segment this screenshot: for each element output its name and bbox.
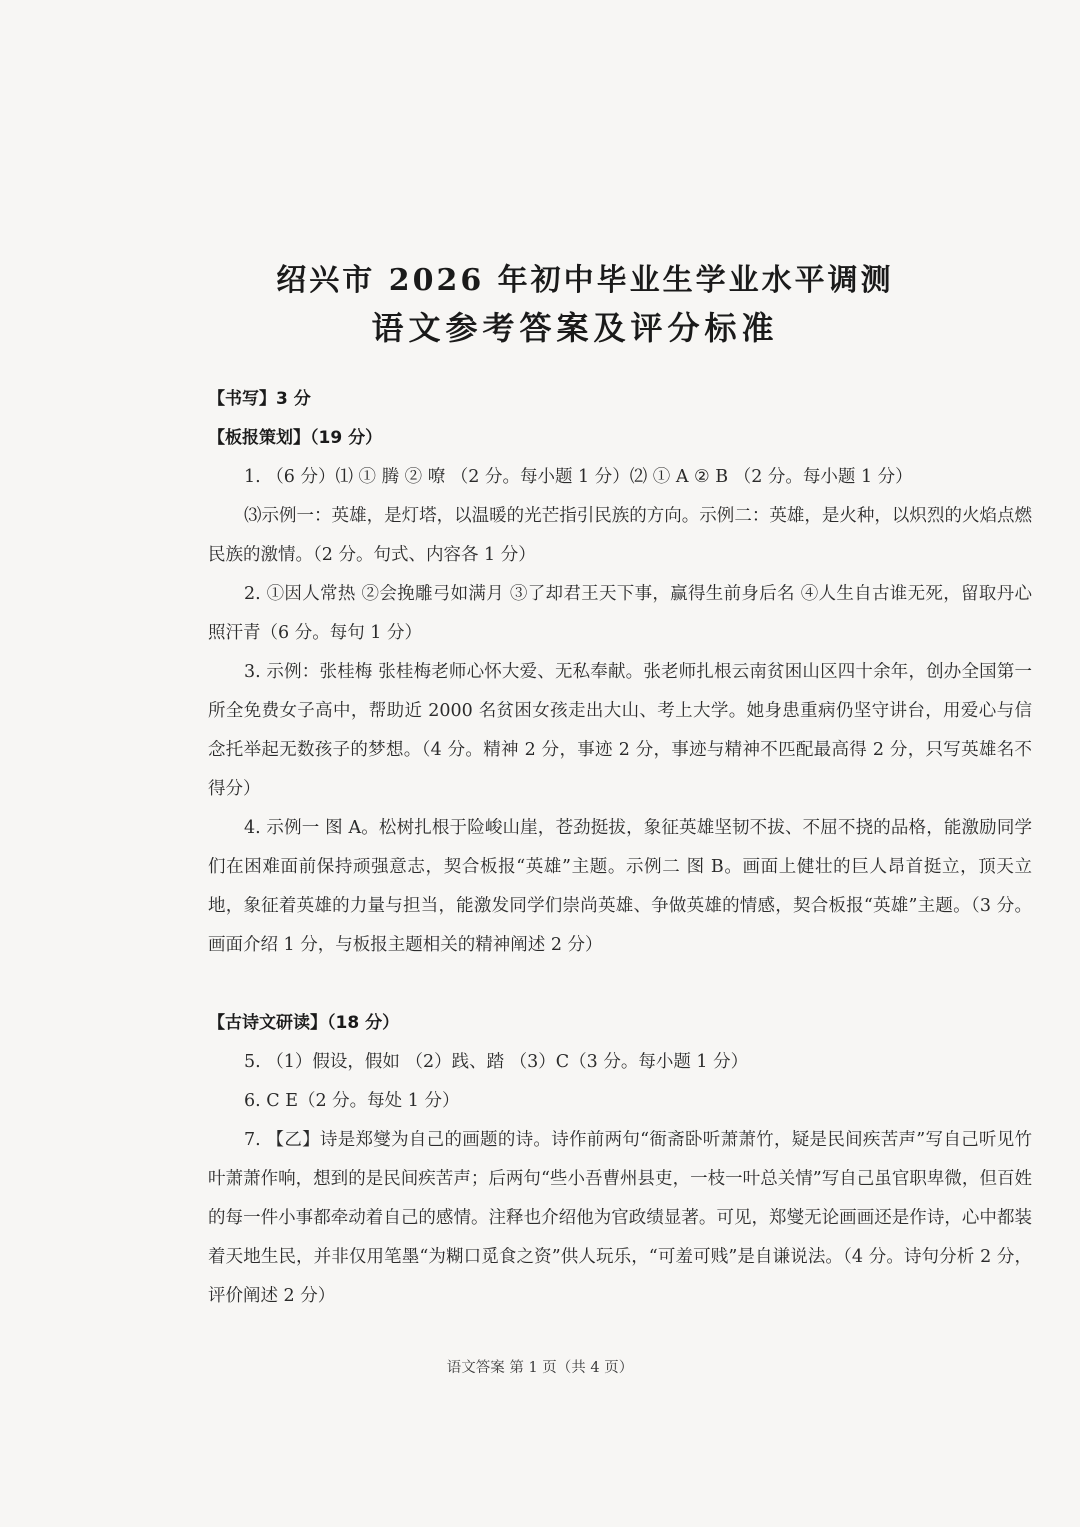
document-subtitle: 语文参考答案及评分标准: [371, 309, 779, 347]
answer-q4: 4. 示例一 图 A。松树扎根于险峻山崖，苍劲挺拔，象征英雄坚韧不拔、不屈不挠的品格，能激励同学们在困难面前保持顽强意志，契合板报“英雄”主题。示例二 图 B。画面上健壮的巨人昂首挺立，顶天立地，象征着英雄的力量与担当，能激发同学们崇尚英雄、争做英雄的情感，契合板报“英雄”主题。（3 分。画面介绍 1 分，与板报主题相关的精神阐述 2 分）: [208, 818, 1032, 955]
answer-q1-part1: 1. （6 分）⑴ ① 腾 ② 嘹 （2 分。每小题 1 分）⑵ ① A ② B （2 分。每小题 1 分）: [244, 467, 913, 487]
answer-q1-part2: ⑶示例一：英雄，是灯塔，以温暖的光芒指引民族的方向。示例二：英雄，是火种，以炽烈的火焰点燃民族的激情。（2 分。句式、内容各 1 分）: [208, 506, 1032, 565]
answer-q6: 6. C E（2 分。每处 1 分）: [244, 1091, 460, 1111]
spacer: [208, 965, 1032, 1004]
section-heading-classical: 【古诗文研读】（18 分）: [208, 1013, 400, 1033]
page-footer: 语文答案 第 1 页（共 4 页）: [446, 1360, 634, 1376]
document-title: 绍兴市 2026 年初中毕业生学业水平调测: [276, 263, 894, 298]
answer-q3: 3. 示例：张桂梅 张桂梅老师心怀大爱、无私奉献。张老师扎根云南贫困山区四十余年，创办全国第一所全免费女子高中，帮助近 2000 名贫困女孩走出大山、考上大学。她身患重病仍坚守讲台，用爱心与信念托举起无数孩子的梦想。（4 分。精神 2 分，事迹 2 分，事迹与精神不匹配最高得 2 分，只写英雄名不得分）: [208, 662, 1032, 799]
answer-q2: 2. ①因人常热 ②会挽雕弓如满月 ③了却君王天下事，赢得生前身后名 ④人生自古谁无死，留取丹心照汗青（6 分。每句 1 分）: [208, 584, 1032, 643]
section-heading-board: 【板报策划】（19 分）: [208, 428, 383, 448]
section-heading-writing: 【书写】3 分: [208, 389, 311, 409]
answer-content: [208, 380, 1032, 1316]
answer-q5: 5. （1）假设，假如 （2）践、踏 （3）C（3 分。每小题 1 分）: [244, 1052, 749, 1072]
answer-q7: 7. 【乙】诗是郑燮为自己的画题的诗。诗作前两句“衙斋卧听萧萧竹，疑是民间疾苦声”写自己听见竹叶萧萧作响，想到的是民间疾苦声；后两句“些小吾曹州县吏，一枝一叶总关情”写自己虽官职卑微，但百姓的每一件小事都牵动着自己的感情。注释也介绍他为官政绩显著。可见，郑燮无论画画还是作诗，心中都装着天地生民，并非仅用笔墨“为糊口觅食之资”供人玩乐，“可羞可贱”是自谦说法。（4 分。诗句分析 2 分，评价阐述 2 分）: [208, 1130, 1032, 1306]
